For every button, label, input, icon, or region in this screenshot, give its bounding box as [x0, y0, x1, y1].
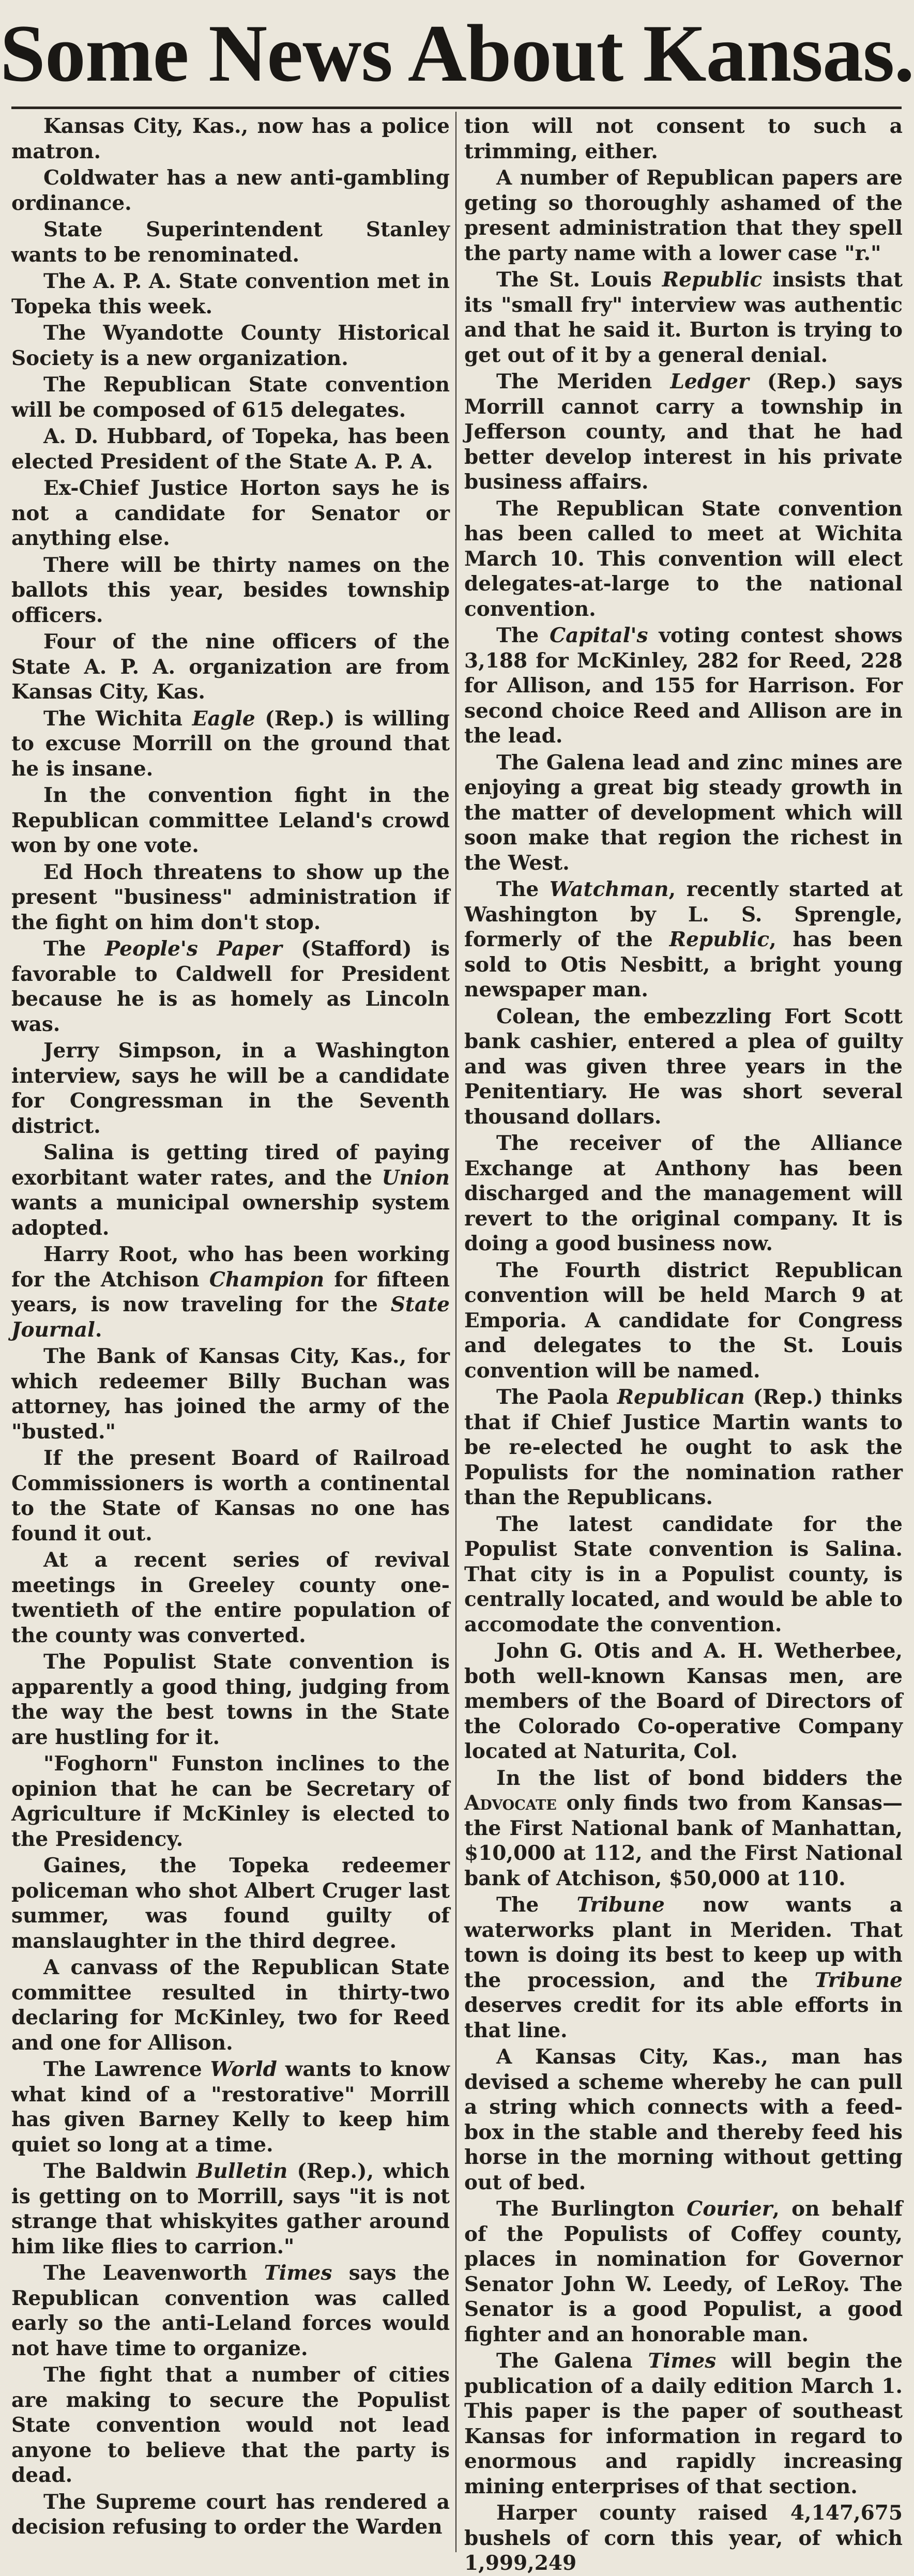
item-text: The Leavenworth [43, 2261, 264, 2285]
news-item [464, 496, 903, 622]
news-item [11, 2261, 450, 2361]
item-text: says the Republican convention was called early so the anti-Leland forces would not have time to organize. [11, 2261, 450, 2360]
item-text: The Republican State convention will be composed of 615 delegates. [11, 373, 450, 422]
publication-title: Ledger [670, 370, 749, 393]
item-text: The latest candidate for the Populist State convention is Salina. That city is in a Populist county, is centrally located, and would be able to accomodate the convention. [464, 1512, 903, 1636]
news-item [464, 1004, 903, 1130]
news-item [464, 165, 903, 266]
item-text: The fight that a number of cities are making to secure the Populist State convention would not lead anyone to believe that the party is dead. [11, 2363, 450, 2487]
news-item [11, 860, 450, 935]
item-text: John G. Otis and A. H. Wetherbee, both well-known Kansas men, are members of the Board of Directors of the Colorado Co-operative Company located at Naturita, Col. [464, 1639, 903, 1763]
item-text: "Foghorn" Funston inclines to the opinion that he can be Secretary of Agriculture if McKinley is elected to the Presidency. [11, 1752, 450, 1851]
news-item [11, 114, 450, 164]
item-text: In the convention fight in the Republican committee Leland's crowd won by one vote. [11, 783, 450, 857]
news-item [11, 2057, 450, 2157]
column-divider [455, 112, 456, 2552]
item-text: , on behalf of the Populists of Coffey county, places in nomination for Governor Senator John W. Leedy, of LeRoy. The Senator is a good Populist, a good fighter and an honorable man. [464, 2197, 903, 2346]
item-text: The Paola [496, 1385, 617, 1409]
publication-title: Republican [617, 1385, 745, 1409]
news-item [11, 629, 450, 705]
item-text: The Baldwin [43, 2159, 196, 2183]
news-item [464, 1766, 903, 1891]
news-item [464, 1892, 903, 2043]
item-text: for fifteen years, is now traveling for the [11, 1267, 450, 1316]
item-text: The Fourth district Republican convention will be held March 9 at Emporia. A candidate for Congress and delegates to the St. Louis convention will be named. [464, 1258, 903, 1383]
publication-title: Eagle [192, 706, 255, 731]
news-item [464, 2501, 903, 2576]
item-text: deserves credit for its able efforts in that line. [464, 1993, 903, 2042]
news-item [11, 476, 450, 551]
right-column [464, 114, 903, 2575]
item-text: The Burlington [496, 2197, 687, 2221]
news-item [11, 372, 450, 422]
item-text: The Galena lead and zinc mines are enjoying a great big steady growth in the matter of development which will soon make that region the richest in the West. [464, 750, 903, 875]
item-text: The Supreme court has rendered a decision refusing to order the Warden [11, 2490, 450, 2539]
news-item [464, 623, 903, 749]
news-item [11, 217, 450, 267]
item-text: , recently started at Washington by L. S. Sprengle, formerly of the [464, 877, 903, 951]
news-item [11, 424, 450, 474]
news-item [11, 936, 450, 1037]
publication-title: Tribune [576, 1893, 665, 1917]
news-item [11, 1751, 450, 1852]
item-text: voting contest shows 3,188 for McKinley, 282 for Reed, 228 for Allison, and 155 for Harrison. For second choice Reed and Allison are in the lead. [464, 624, 903, 748]
news-item [464, 1131, 903, 1256]
item-text: Ex-Chief Justice Horton says he is not a candidate for Senator or anything else. [11, 476, 450, 550]
item-text: A Kansas City, Kas., man has devised a scheme whereby he can pull a string which connects with a feed-box in the stable and thereby feed his horse in the morning without getting out of bed. [464, 2045, 903, 2194]
news-item [464, 2044, 903, 2195]
publication-title: Times [648, 2349, 717, 2373]
item-text: The Wyandotte County Historical Society is a new organization. [11, 321, 450, 370]
news-item [464, 1258, 903, 1384]
news-item [11, 553, 450, 628]
item-text: wants a municipal ownership system adopted. [11, 1191, 450, 1240]
item-text: insists that its "small fry" interview was authentic and that he said it. Burton is trying to get out of it by a general denial. [464, 268, 903, 367]
item-text: now wants a waterworks plant in Meriden. That town is doing its best to keep up with the procession, and the [464, 1893, 903, 1992]
item-text: only finds two from Kansas—the First National bank of Manhattan, $10,000 at 112, and the First National bank of Atchison, $50,000 at 110. [464, 1791, 903, 1890]
item-text: In the list of bond bidders the [496, 1766, 903, 1790]
item-text: The St. Louis [496, 268, 662, 292]
item-text: wants to know what kind of a "restorative" Morrill has given Barney Kelly to keep him quiet so long at a time. [11, 2057, 450, 2157]
publication-title: Watchman [549, 877, 669, 901]
item-text: The [496, 624, 550, 647]
item-text: The A. P. A. State convention met in Topeka this week. [11, 269, 450, 319]
item-text: The receiver of the Alliance Exchange at Anthony has been discharged and the management will revert to the original company. It is doing a good business now. [464, 1131, 903, 1255]
news-item [11, 2362, 450, 2488]
news-item [11, 2490, 450, 2540]
news-item [11, 1038, 450, 1139]
item-text: A number of Republican papers are geting so thoroughly ashamed of the present administration that they spell the party name with a lower case "r." [464, 166, 903, 265]
item-text: If the present Board of Railroad Commissioners is worth a continental to the State of Kansas no one has found it out. [11, 1446, 450, 1545]
item-text: Harry Root, who has been working for the Atchison [11, 1242, 450, 1292]
item-text: The Meriden [496, 370, 671, 393]
publication-title: Bulletin [196, 2159, 288, 2183]
item-text: The [496, 1893, 577, 1917]
headline-rule [11, 107, 902, 109]
publication-title: Republic [662, 268, 763, 292]
item-text: (Rep.) is willing to excuse Morrill on the ground that he is insane. [11, 706, 450, 781]
publication-title: Courier [687, 2197, 773, 2221]
news-item [464, 369, 903, 495]
publication-title: Champion [209, 1267, 325, 1292]
item-text: , has been sold to Otis Nesbitt, a bright young newspaper man. [464, 928, 903, 1002]
news-item [464, 1639, 903, 1764]
item-text: The Bank of Kansas City, Kas., for which redeemer Billy Buchan was attorney, has joined the army of the "busted." [11, 1344, 450, 1444]
news-item [11, 2159, 450, 2259]
news-item [11, 1955, 450, 2055]
news-item [11, 1853, 450, 1953]
news-item [464, 750, 903, 876]
publication-title: Advocate [464, 1791, 557, 1815]
item-text: Coldwater has a new anti-gambling ordinance. [11, 166, 450, 215]
news-item [464, 1385, 903, 1510]
item-text: The Lawrence [43, 2057, 210, 2081]
item-text: A. D. Hubbard, of Topeka, has been elected President of the State A. P. A. [11, 425, 450, 474]
news-item [11, 321, 450, 371]
news-item [11, 783, 450, 858]
news-item [11, 706, 450, 782]
item-text: The [496, 877, 550, 901]
publication-title: Tribune [814, 1968, 903, 1992]
item-text: (Rep.) says Morrill cannot carry a township in Jefferson county, and that he had better develop interest in his private business affairs. [464, 370, 903, 494]
news-item [11, 1446, 450, 1546]
publication-title: Capital's [550, 624, 648, 647]
item-text: will begin the publication of a daily edition March 1. This paper is the paper of southeast Kansas for information in regard to enormous and rapidly increasing mining enterprises of that section. [464, 2349, 903, 2498]
item-text: State Superintendent Stanley wants to be renominated. [11, 218, 450, 267]
item-text: Colean, the embezzling Fort Scott bank cashier, entered a plea of guilty and was given three years in the Penitentiary. He was short several thousand dollars. [464, 1004, 903, 1129]
item-text: There will be thirty names on the ballots this year, besides township officers. [11, 553, 450, 627]
item-text: (Stafford) is favorable to Caldwell for President because he is as homely as Lincoln was. [11, 937, 450, 1036]
news-item [11, 1548, 450, 1648]
item-text: The Galena [496, 2349, 648, 2373]
item-text: A canvass of the Republican State committee resulted in thirty-two declaring for McKinley, two for Reed and one for Allison. [11, 1956, 450, 2055]
publication-title: Republic [669, 928, 770, 951]
news-item [11, 165, 450, 216]
item-text: Four of the nine officers of the State A. P. A. organization are from Kansas City, Kas. [11, 630, 450, 704]
item-text: (Rep.) thinks that if Chief Justice Martin wants to be re-elected he ought to ask the Populists for the nomination rather than the Republicans. [464, 1385, 903, 1509]
item-text: tion will not consent to such a trimming, either. [464, 114, 903, 163]
news-item [11, 1344, 450, 1444]
publication-title: Union [382, 1165, 450, 1190]
news-item [464, 1512, 903, 1638]
news-item [11, 1242, 450, 1342]
item-text: (Rep.), which is getting on to Morrill, says "it is not strange that whiskyites gather around him like flies to carrion." [11, 2159, 450, 2259]
item-text: Harper county raised 4,147,675 bushels of corn this year, of which 1,999,249 [464, 2501, 903, 2575]
item-text: Gaines, the Topeka redeemer policeman who shot Albert Cruger last summer, was found guilty of manslaughter in the third degree. [11, 1854, 450, 1953]
news-item [464, 267, 903, 368]
news-item [464, 877, 903, 1003]
news-item [11, 1140, 450, 1240]
news-item [464, 2348, 903, 2499]
publication-title: Times [264, 2261, 332, 2285]
news-item [11, 269, 450, 319]
news-item [464, 114, 903, 164]
item-text: Ed Hoch threatens to show up the present "business" administration if the fight on him don't stop. [11, 860, 450, 934]
item-text: At a recent series of revival meetings in Greeley county one-twentieth of the entire population of the county was converted. [11, 1548, 450, 1647]
item-text: Jerry Simpson, in a Washington interview, says he will be a candidate for Congressman in the Seventh district. [11, 1039, 450, 1138]
item-text: The Republican State convention has been called to meet at Wichita March 10. This convention will elect delegates-at-large to the national convention. [464, 496, 903, 621]
item-text: The Populist State convention is apparently a good thing, judging from the way the best towns in the State are hustling for it. [11, 1650, 450, 1749]
news-item [464, 2196, 903, 2347]
item-text: The [43, 937, 105, 961]
item-text: . [95, 1317, 102, 1342]
publication-title: World [210, 2057, 277, 2081]
item-text: Salina is getting tired of paying exorbitant water rates, and the [11, 1141, 450, 1190]
item-text: The Wichita [43, 706, 192, 731]
publication-title: People's Paper [104, 937, 282, 961]
item-text: Kansas City, Kas., now has a police matron. [11, 114, 450, 163]
page-headline: Some News About Kansas. [0, 8, 914, 99]
left-column [11, 114, 450, 2552]
publication-title: State Journal [11, 1293, 450, 1342]
news-item [11, 1649, 450, 1750]
